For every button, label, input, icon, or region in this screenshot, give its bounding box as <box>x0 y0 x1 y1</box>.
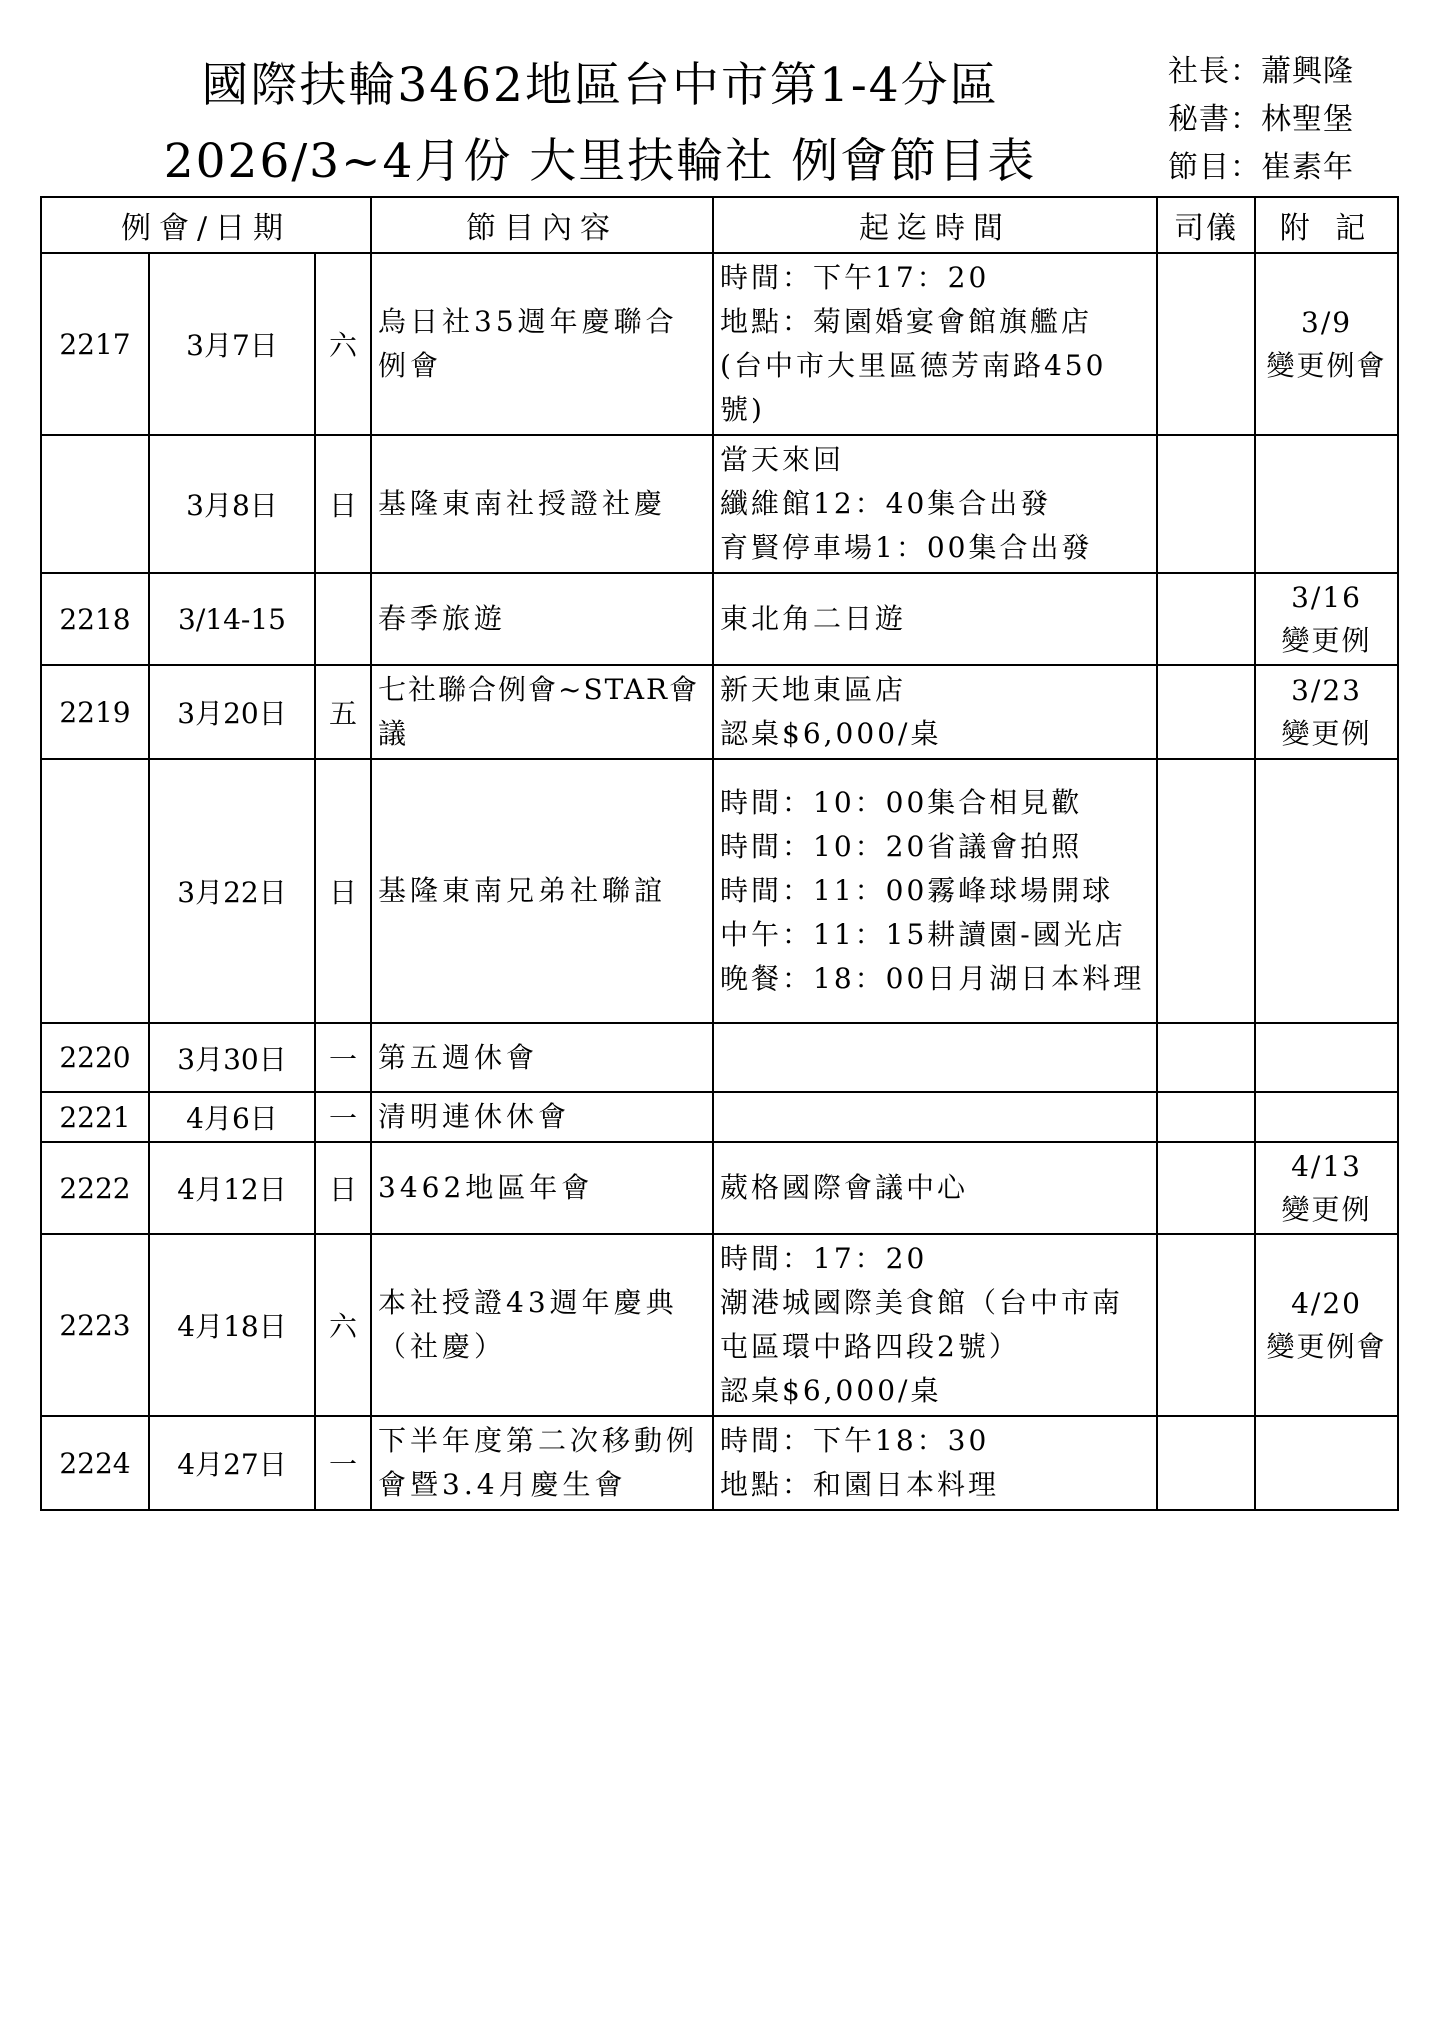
session-number <box>41 759 149 1023</box>
table-row <box>41 1234 1398 1416</box>
note-cell: 3/23 變更例 <box>1255 665 1398 759</box>
table-row <box>41 573 1398 665</box>
note-cell: 4/20 變更例會 <box>1255 1234 1398 1416</box>
note-cell: 3/9 變更例會 <box>1255 253 1398 435</box>
table-row <box>41 253 1398 435</box>
officer-program: 節目：崔素年 <box>1168 150 1354 185</box>
header-program: 節目內容 <box>371 197 713 253</box>
time-location: 葳格國際會議中心 <box>713 1142 1157 1234</box>
session-weekday <box>315 573 371 665</box>
session-number: 2220 <box>41 1023 149 1092</box>
header-notes: 附 記 <box>1255 197 1398 253</box>
time-location: 時間：10：00集合相見歡 時間：10：20省議會拍照 時間：11：00霧峰球場開球 中午：11：15耕讀園-國光店 晚餐：18：00日月湖日本料理 <box>713 759 1157 1023</box>
time-location <box>713 1023 1157 1092</box>
emcee-cell <box>1157 665 1255 759</box>
session-date: 3月20日 <box>149 665 315 759</box>
table-header-row <box>41 197 1398 253</box>
table-row <box>41 1142 1398 1234</box>
program-content: 下半年度第二次移動例會暨3.4月慶生會 <box>371 1416 713 1510</box>
note-cell <box>1255 1092 1398 1142</box>
session-number <box>41 435 149 573</box>
program-content: 本社授證43週年慶典（社慶） <box>371 1234 713 1416</box>
session-number: 2217 <box>41 253 149 435</box>
session-weekday: 五 <box>315 665 371 759</box>
session-weekday: 日 <box>315 759 371 1023</box>
header-time: 起迄時間 <box>713 197 1157 253</box>
time-location: 時間：下午17：20 地點：菊園婚宴會館旗艦店 (台中市大里區德芳南路450號) <box>713 253 1157 435</box>
time-location: 東北角二日遊 <box>713 573 1157 665</box>
note-cell <box>1255 435 1398 573</box>
session-date: 3月7日 <box>149 253 315 435</box>
emcee-cell <box>1157 1142 1255 1234</box>
program-content: 基隆東南兄弟社聯誼 <box>371 759 713 1023</box>
program-content: 烏日社35週年慶聯合例會 <box>371 253 713 435</box>
session-date: 4月6日 <box>149 1092 315 1142</box>
session-number: 2224 <box>41 1416 149 1510</box>
time-location <box>713 1092 1157 1142</box>
session-weekday: 一 <box>315 1416 371 1510</box>
session-number: 2222 <box>41 1142 149 1234</box>
session-number: 2221 <box>41 1092 149 1142</box>
session-date: 3月8日 <box>149 435 315 573</box>
note-cell: 4/13 變更例 <box>1255 1142 1398 1234</box>
session-date: 3月30日 <box>149 1023 315 1092</box>
time-location: 時間：下午18：30 地點：和園日本料理 <box>713 1416 1157 1510</box>
session-weekday: 六 <box>315 253 371 435</box>
title-line-1: 國際扶輪3462地區台中市第1-4分區 <box>201 58 999 113</box>
emcee-cell <box>1157 1092 1255 1142</box>
session-weekday: 一 <box>315 1023 371 1092</box>
table-row <box>41 1092 1398 1142</box>
session-weekday: 一 <box>315 1092 371 1142</box>
officer-president: 社長：蕭興隆 <box>1168 54 1354 89</box>
note-cell <box>1255 1023 1398 1092</box>
emcee-cell <box>1157 1416 1255 1510</box>
header-emcee: 司儀 <box>1157 197 1255 253</box>
program-content: 清明連休休會 <box>371 1092 713 1142</box>
note-cell <box>1255 759 1398 1023</box>
session-number: 2218 <box>41 573 149 665</box>
emcee-cell <box>1157 435 1255 573</box>
session-weekday: 日 <box>315 1142 371 1234</box>
officer-secretary: 秘書：林聖堡 <box>1168 102 1354 137</box>
emcee-cell <box>1157 1234 1255 1416</box>
title-line-2: 2026/3~4月份 大里扶輪社 例會節目表 <box>163 134 1037 189</box>
time-location: 新天地東區店 認桌$6,000/桌 <box>713 665 1157 759</box>
table-row <box>41 665 1398 759</box>
time-location: 時間：17：20 潮港城國際美食館（台中市南屯區環中路四段2號） 認桌$6,000/桌 <box>713 1234 1157 1416</box>
table-row <box>41 759 1398 1023</box>
session-date: 3月22日 <box>149 759 315 1023</box>
emcee-cell <box>1157 573 1255 665</box>
session-date: 4月27日 <box>149 1416 315 1510</box>
emcee-cell <box>1157 253 1255 435</box>
note-cell <box>1255 1416 1398 1510</box>
note-cell: 3/16 變更例 <box>1255 573 1398 665</box>
program-content: 春季旅遊 <box>371 573 713 665</box>
session-date: 4月18日 <box>149 1234 315 1416</box>
table-row <box>41 1023 1398 1092</box>
session-number: 2223 <box>41 1234 149 1416</box>
session-weekday: 六 <box>315 1234 371 1416</box>
program-content: 基隆東南社授證社慶 <box>371 435 713 573</box>
session-date: 3/14-15 <box>149 573 315 665</box>
program-content: 第五週休會 <box>371 1023 713 1092</box>
emcee-cell <box>1157 1023 1255 1092</box>
session-weekday: 日 <box>315 435 371 573</box>
session-date: 4月12日 <box>149 1142 315 1234</box>
emcee-cell <box>1157 759 1255 1023</box>
program-content: 七社聯合例會~STAR會議 <box>371 665 713 759</box>
time-location: 當天來回 纖維館12：40集合出發 育賢停車場1：00集合出發 <box>713 435 1157 573</box>
table-row <box>41 435 1398 573</box>
officers-block <box>1168 48 1354 192</box>
table-row <box>41 1416 1398 1510</box>
session-number: 2219 <box>41 665 149 759</box>
header-session-date: 例會/日期 <box>41 197 371 253</box>
schedule-table <box>40 196 1399 1511</box>
program-content: 3462地區年會 <box>371 1142 713 1234</box>
